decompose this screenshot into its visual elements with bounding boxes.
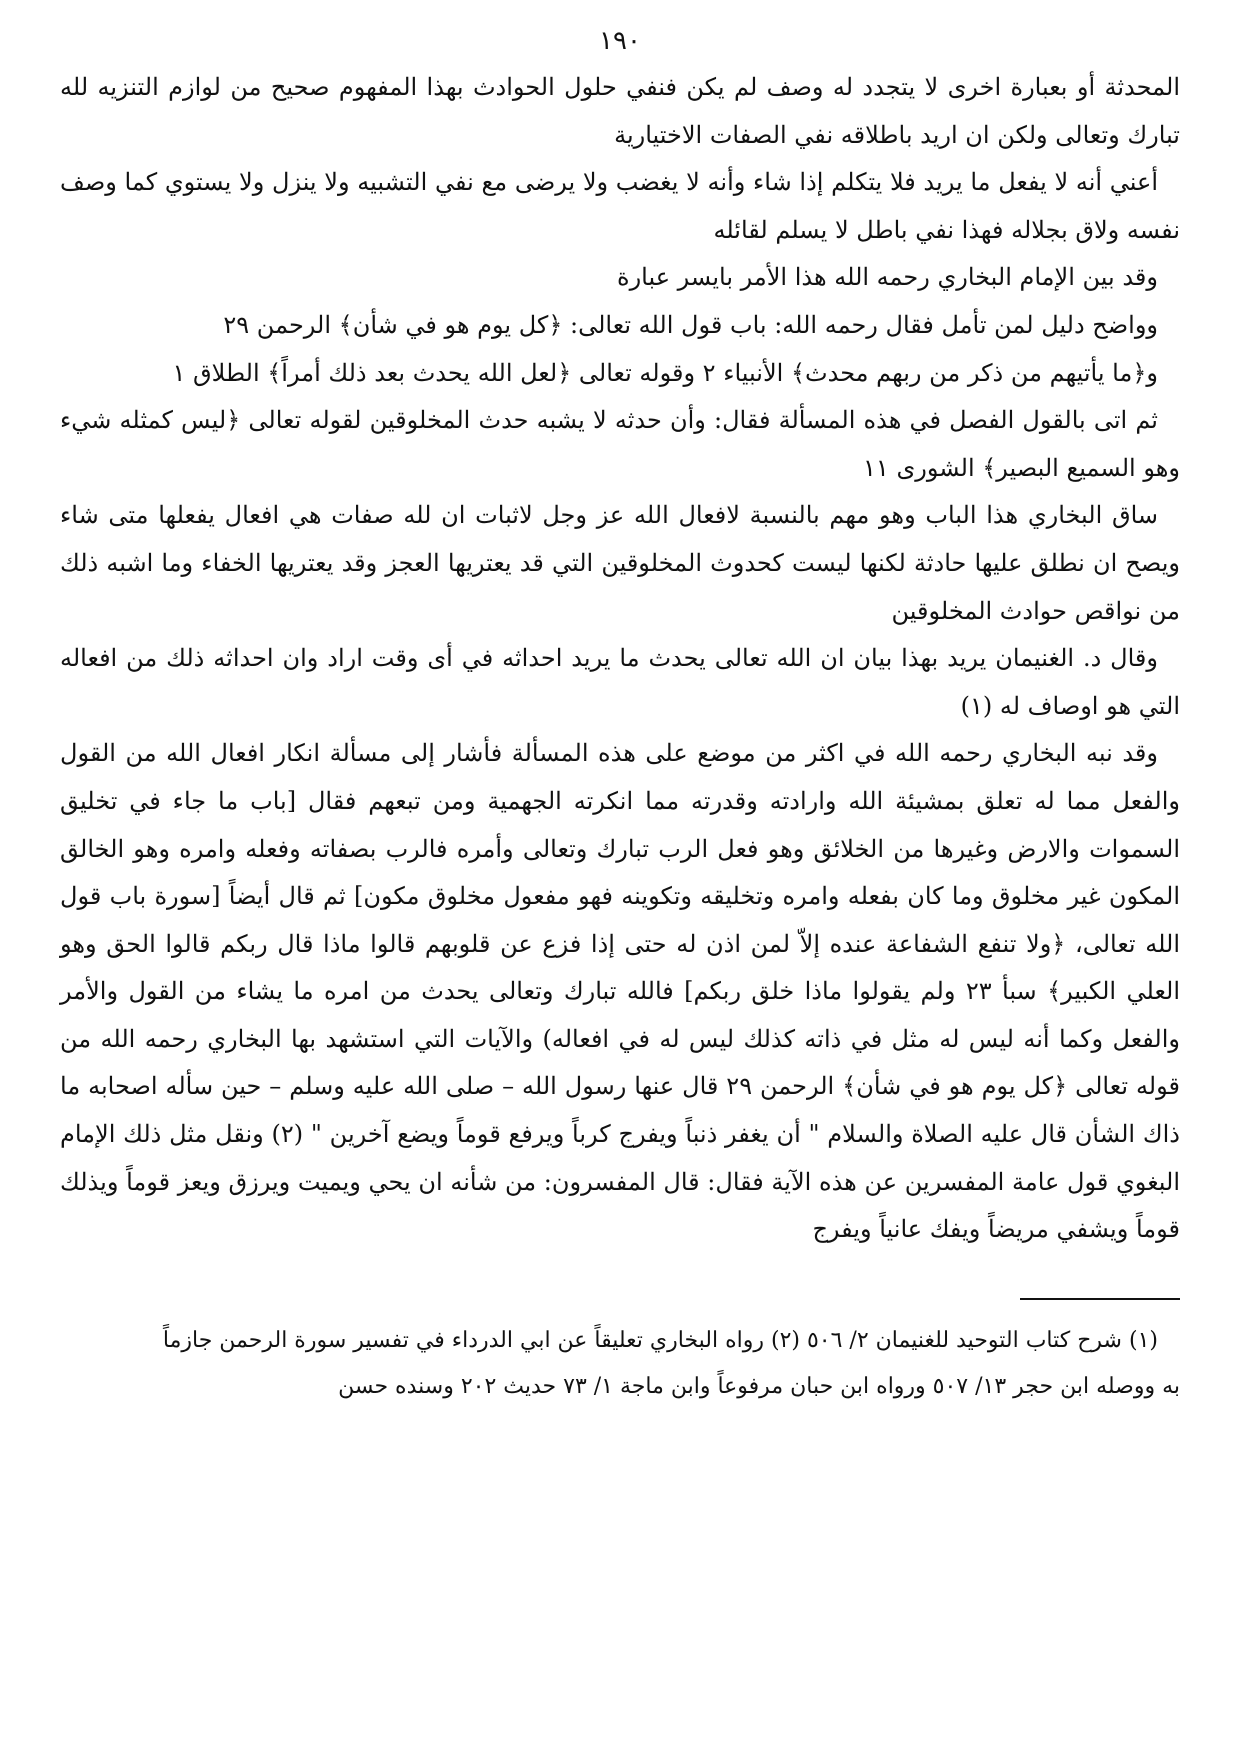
footnotes	[60, 1318, 1180, 1410]
footnote-line: (١) شرح كتاب التوحيد للغنيمان ٢/ ٥٠٦ (٢) رواه البخاري تعليقاً عن ابي الدرداء في تفسير سورة الرحمن جازماً	[162, 1327, 1158, 1353]
paragraph: ساق البخاري هذا الباب وهو مهم بالنسبة لافعال الله عز وجل لاثبات ان لله صفات هي افعال يفعلها متى شاء ويصح ان نطلق عليها حادثة لكنها ليست كحدوث المخلوقين التي قد يعتريها العجز وقد يعتريها الخفاء وما اشبه ذلك من نواقص حوادث المخلوقين	[60, 501, 1181, 625]
footnote-divider	[1020, 1298, 1180, 1300]
paragraph: أعني أنه لا يفعل ما يريد فلا يتكلم إذا شاء وأنه لا يغضب ولا يرضى مع نفي التشبيه ولا ينزل ولا يستوي كما وصف نفسه ولاق بجلاله فهذا نفي باطل لا يسلم لقائله	[60, 168, 1180, 244]
footnote-line: به ووصله ابن حجر ١٣/ ٥٠٧ ورواه ابن حبان مرفوعاً وابن ماجة ١/ ٧٣ حديث ٢٠٢ وسنده حسن	[338, 1373, 1180, 1399]
paragraph: المحدثة أو بعبارة اخرى لا يتجدد له وصف لم يكن فنفي حلول الحوادث بهذا المفهوم صحيح من لوازم التنزيه لله تبارك وتعالى ولكن ان اريد باطلاقه نفي الصفات الاختيارية	[60, 73, 1180, 149]
paragraph: وقال د. الغنيمان يريد بهذا بيان ان الله تعالى يحدث ما يريد احداثه في أى وقت اراد وان احداثه ذلك من افعاله التي هو اوصاف له (١)	[60, 644, 1180, 720]
paragraph: وقد بين الإمام البخاري رحمه الله هذا الأمر بايسر عبارة	[617, 263, 1158, 292]
paragraph: وواضح دليل لمن تأمل فقال رحمه الله: باب قول الله تعالى: ﴿كل يوم هو في شأن﴾ الرحمن ٢٩	[223, 310, 1158, 339]
paragraph: و﴿ما يأتيهم من ذكر من ربهم محدث﴾ الأنبياء ٢ وقوله تعالى ﴿لعل الله يحدث بعد ذلك أمراً﴾ الطلاق ١	[172, 358, 1158, 387]
document-page	[60, 24, 1180, 1724]
page-number: ١٩٠	[599, 26, 641, 56]
body-text	[60, 64, 1180, 1254]
paragraph: ثم اتى بالقول الفصل في هذه المسألة فقال: وأن حدثه لا يشبه حدث المخلوقين لقوله تعالى ﴿ليس كمثله شيء وهو السميع البصير﴾ الشورى ١١	[60, 406, 1180, 482]
paragraph: وقد نبه البخاري رحمه الله في اكثر من موضع على هذه المسألة فأشار إلى مسألة انكار افعال الله من القول والفعل مما له تعلق بمشيئة الله وارادته وقدرته مما انكرته الجهمية ومن تبعهم فقال [باب ما جاء في تخليق السموات والارض وغيرها من الخلائق وهو فعل الرب تبارك وتعالى وأمره فالرب بصفاته وفعله وامره وهو الخالق المكون غير مخلوق وما كان بفعله وامره وتخليقه وتكوينه فهو مفعول مخلوق مكون] ثم قال أيضاً [سورة باب قول الله تعالى، ﴿ولا تنفع الشفاعة عنده إلاّ لمن اذن له حتى إذا فزع عن قلوبهم قالوا ماذا قال ربكم قالوا الحق وهو العلي الكبير﴾ سبأ ٢٣ ولم يقولوا ماذا خلق ربكم] فالله تبارك وتعالى يحدث من امره ما يشاء من القول والأمر والفعل وكما أنه ليس له مثل في ذاته كذلك ليس له في افعاله) والآيات التي استشهد بها البخاري رحمه الله من قوله تعالى ﴿كل يوم هو في شأن﴾ الرحمن ٢٩ قال عنها رسول الله – صلى الله عليه وسلم – حين سأله اصحابه ما ذاك الشأن قال عليه الصلاة والسلام " أن يغفر ذنباً ويفرج كرباً ويرفع قوماً ويضع آخرين " (٢) ونقل مثل ذلك الإمام البغوي قول عامة المفسرين عن هذه الآية فقال: قال المفسرون: من شأنه ان يحي ويميت ويرزق ويعز قوماً ويذلك قوماً ويشفي مريضاً ويفك عانياً ويفرج	[60, 739, 1180, 1244]
